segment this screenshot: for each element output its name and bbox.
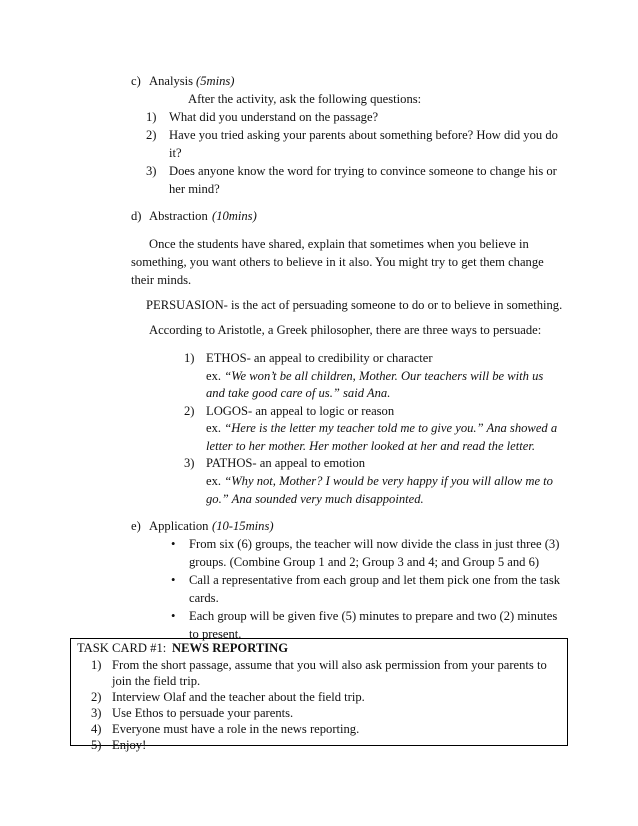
task-card-label: TASK CARD #1: [77, 641, 167, 655]
way-number: 3) [184, 456, 195, 470]
question-number: 3) [146, 164, 157, 178]
task-number: 2) [91, 690, 102, 704]
bullet-icon [171, 610, 175, 624]
abstraction-marker: d) [131, 209, 142, 223]
application-marker: e) [131, 519, 141, 533]
bullet-line: cards. [189, 591, 219, 605]
analysis-marker: c) [131, 74, 141, 88]
question-number: 2) [146, 128, 157, 142]
way-example [206, 475, 553, 489]
application-title: Application [149, 519, 209, 533]
question-line: it? [169, 146, 182, 160]
way-number: 1) [184, 351, 195, 365]
way-example [206, 370, 543, 384]
bullet-icon [171, 538, 175, 552]
example-prefix: ex. [206, 421, 225, 435]
task-line: Enjoy! [112, 738, 147, 752]
task-line: From the short passage, assume that you will also ask permission from your parents to [112, 658, 547, 672]
question-line: her mind? [169, 182, 220, 196]
example-quote: “Here is the letter my teacher told me to give you.” Ana showed a [224, 421, 558, 435]
question-line: What did you understand on the passage? [169, 110, 379, 124]
way-heading: LOGOS- an appeal to logic or reason [206, 404, 395, 418]
abstraction-time: (10mins) [212, 209, 257, 223]
way-heading: PATHOS- an appeal to emotion [206, 456, 366, 470]
example-quote: go.” Ana sounded very much disappointed. [206, 492, 424, 506]
analysis-title: Analysis [149, 74, 194, 88]
question-line: Does anyone know the word for trying to convince someone to change his or [169, 164, 557, 178]
question-line: Have you tried asking your parents about something before? How did you do [169, 128, 558, 142]
way-example [206, 422, 557, 436]
task-line: Use Ethos to persuade your parents. [112, 706, 294, 720]
abstraction-paragraph-line: Once the students have shared, explain that sometimes when you believe in [149, 237, 529, 251]
abstraction-title: Abstraction [149, 209, 208, 223]
analysis-time: (5mins) [196, 74, 235, 88]
bullet-line: Each group will be given five (5) minutes to prepare and two (2) minutes [189, 609, 558, 623]
task-number: 1) [91, 658, 102, 672]
task-number: 4) [91, 722, 102, 736]
question-number: 1) [146, 110, 157, 124]
example-quote: and take good care of us.” said Ana. [206, 386, 391, 400]
task-number: 5) [91, 738, 102, 752]
task-line: Everyone must have a role in the news reporting. [112, 722, 360, 736]
way-heading: ETHOS- an appeal to credibility or character [206, 351, 433, 365]
abstraction-paragraph-line: their minds. [131, 273, 192, 287]
bullet-line: Call a representative from each group and let them pick one from the task [189, 573, 561, 587]
bullet-icon [171, 574, 175, 588]
example-quote: letter to her mother. Her mother looked at her and read the letter. [206, 439, 536, 453]
example-quote: “Why not, Mother? I would be very happy if you will allow me to [224, 474, 553, 488]
task-line: Interview Olaf and the teacher about the field trip. [112, 690, 365, 704]
task-card-title: NEWS REPORTING [172, 641, 289, 655]
example-prefix: ex. [206, 369, 225, 383]
persuasion-definition: PERSUASION- is the act of persuading someone to do or to believe in something. [146, 298, 563, 312]
application-time: (10-15mins) [212, 519, 274, 533]
task-number: 3) [91, 706, 102, 720]
bullet-line: From six (6) groups, the teacher will now divide the class in just three (3) [189, 537, 560, 551]
example-quote: “We won’t be all children, Mother. Our teachers will be with us [224, 369, 544, 383]
aristotle-line: According to Aristotle, a Greek philosopher, there are three ways to persuade: [149, 323, 542, 337]
task-line: join the field trip. [112, 674, 201, 688]
example-prefix: ex. [206, 474, 225, 488]
way-number: 2) [184, 404, 195, 418]
abstraction-paragraph-line: something, you want others to believe in it also. You might try to get them change [131, 255, 544, 269]
bullet-line: groups. (Combine Group 1 and 2; Group 3 and 4; and Group 5 and 6) [189, 555, 540, 569]
analysis-intro: After the activity, ask the following questions: [188, 92, 422, 106]
bullet-line: to present. [189, 627, 242, 641]
